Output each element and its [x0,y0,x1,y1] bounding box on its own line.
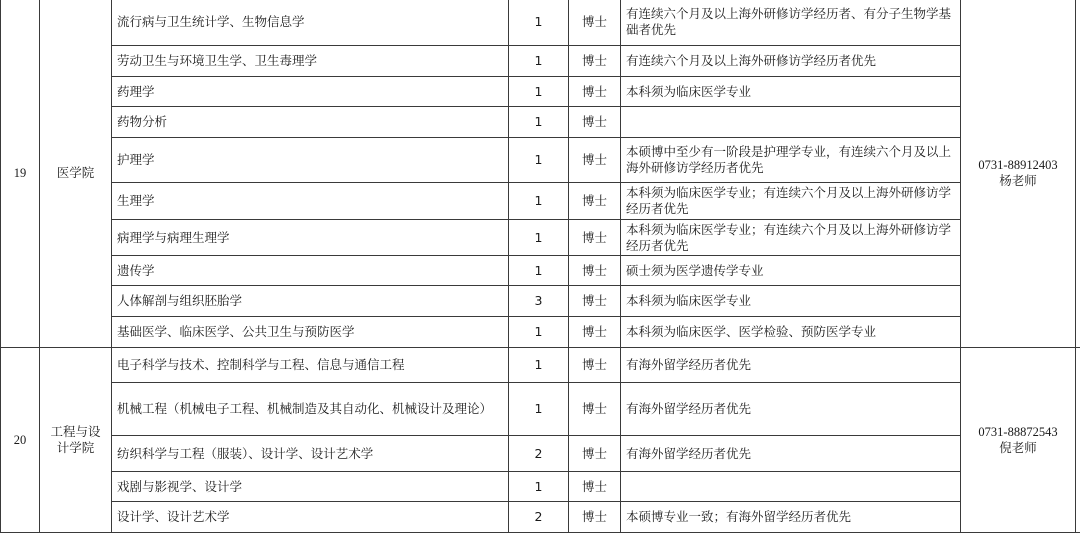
degree-cell: 博士 [569,256,621,286]
major-cell: 设计学、设计艺术学 [112,502,509,533]
table-row [1,383,1080,436]
major-cell: 戏剧与影视学、设计学 [112,472,509,502]
requirement-cell: 本科须为临床医学专业 [621,286,961,317]
degree-cell: 博士 [569,317,621,348]
count-cell: 1 [509,348,569,383]
count-cell: 1 [509,256,569,286]
table-row [1,46,1080,77]
count-cell: 1 [509,383,569,436]
count-cell: 1 [509,107,569,138]
major-cell: 人体解剖与组织胚胎学 [112,286,509,317]
major-cell: 纺织科学与工程（服装）、设计学、设计艺术学 [112,436,509,472]
count-cell: 1 [509,220,569,256]
edge-column [1076,348,1080,533]
degree-cell: 博士 [569,46,621,77]
table-row [1,138,1080,183]
requirement-cell: 有海外留学经历者优先 [621,348,961,383]
count-cell: 1 [509,472,569,502]
degree-cell: 博士 [569,220,621,256]
requirement-cell: 有海外留学经历者优先 [621,436,961,472]
row-number: 19 [1,0,40,348]
table-row [1,472,1080,502]
requirement-cell: 本科须为临床医学、医学检验、预防医学专业 [621,317,961,348]
requirement-cell: 本科须为临床医学专业；有连续六个月及以上海外研修访学经历者优先 [621,183,961,220]
major-cell: 遗传学 [112,256,509,286]
requirement-cell: 有海外留学经历者优先 [621,383,961,436]
degree-cell: 博士 [569,138,621,183]
table-row [1,436,1080,472]
contact-cell [961,0,1076,348]
major-cell: 药物分析 [112,107,509,138]
contact-name: 倪老师 [966,440,1070,456]
major-cell: 机械工程（机械电子工程、机械制造及其自动化、机械设计及理论） [112,383,509,436]
requirement-cell: 有连续六个月及以上海外研修访学经历者优先 [621,46,961,77]
contact-phone: 0731-88912403 [966,157,1070,173]
table-row [1,286,1080,317]
degree-cell: 博士 [569,502,621,533]
department-name: 医学院 [40,0,112,348]
major-cell: 护理学 [112,138,509,183]
major-cell: 生理学 [112,183,509,220]
table-row [1,0,1080,46]
count-cell: 1 [509,183,569,220]
table-row [1,77,1080,107]
requirement-cell: 硕士须为医学遗传学专业 [621,256,961,286]
degree-cell: 博士 [569,0,621,46]
major-cell: 基础医学、临床医学、公共卫生与预防医学 [112,317,509,348]
table-row [1,502,1080,533]
count-cell: 1 [509,138,569,183]
count-cell: 1 [509,77,569,107]
row-number: 20 [1,348,40,533]
requirement-cell: 有连续六个月及以上海外研修访学经历者、有分子生物学基础者优先 [621,0,961,46]
requirement-cell: 本科须为临床医学专业；有连续六个月及以上海外研修访学经历者优先 [621,220,961,256]
count-cell: 2 [509,502,569,533]
major-cell: 病理学与病理生理学 [112,220,509,256]
degree-cell: 博士 [569,383,621,436]
requirement-cell: 本硕博中至少有一阶段是护理学专业，有连续六个月及以上海外研修访学经历者优先 [621,138,961,183]
count-cell: 1 [509,46,569,77]
table-row [1,107,1080,138]
degree-cell: 博士 [569,183,621,220]
requirement-cell: 本硕博专业一致；有海外留学经历者优先 [621,502,961,533]
degree-cell: 博士 [569,436,621,472]
count-cell: 1 [509,317,569,348]
degree-cell: 博士 [569,348,621,383]
requirement-cell [621,472,961,502]
count-cell: 1 [509,0,569,46]
table-row [1,256,1080,286]
table-row [1,220,1080,256]
contact-phone: 0731-88872543 [966,424,1070,440]
major-cell: 电子科学与技术、控制科学与工程、信息与通信工程 [112,348,509,383]
degree-cell: 博士 [569,107,621,138]
degree-cell: 博士 [569,472,621,502]
major-cell: 劳动卫生与环境卫生学、卫生毒理学 [112,46,509,77]
table-body [1,0,1080,533]
count-cell: 3 [509,286,569,317]
degree-cell: 博士 [569,286,621,317]
major-cell: 药理学 [112,77,509,107]
requirement-cell [621,107,961,138]
requirement-cell: 本科须为临床医学专业 [621,77,961,107]
edge-column [1076,0,1080,348]
degree-cell: 博士 [569,77,621,107]
major-cell: 流行病与卫生统计学、生物信息学 [112,0,509,46]
contact-name: 杨老师 [966,173,1070,189]
count-cell: 2 [509,436,569,472]
contact-cell [961,348,1076,533]
department-name: 工程与设计学院 [40,348,112,533]
table-row [1,317,1080,348]
table-row [1,348,1080,383]
table-row [1,183,1080,220]
